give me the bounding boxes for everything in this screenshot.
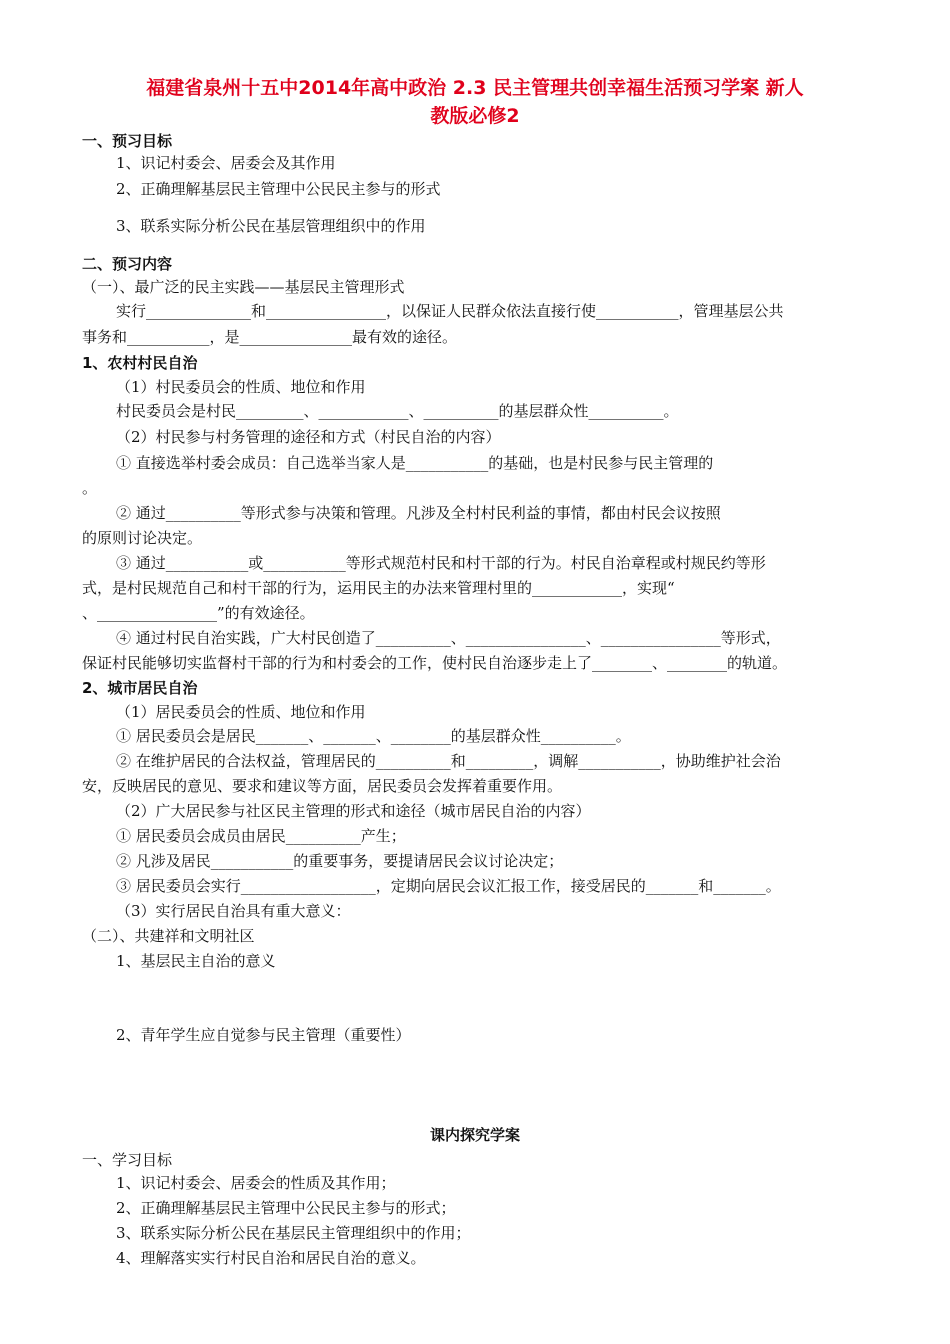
text-line: ① 居民委员会是居民_______、_______、________的基层群众性__________。 xyxy=(116,727,631,745)
text-line: ④ 通过村民自治实践，广大村民创造了__________、________________、________________等形式， xyxy=(116,629,781,647)
section-heading: 课内探究学案 xyxy=(429,1126,520,1144)
text-line: 1、识记村委会、居委会的性质及其作用； xyxy=(116,1174,396,1192)
text-line: 2、正确理解基层民主管理中公民民主参与的形式； xyxy=(116,1199,456,1217)
document-title-line-2: 教版必修2 xyxy=(430,105,520,127)
text-line: 2、青年学生应自觉参与民主管理（重要性） xyxy=(116,1026,411,1044)
text-line: （3）实行居民自治具有重大意义： xyxy=(116,902,351,920)
text-line: 保证村民能够切实监督村干部的行为和村委会的工作，使村民自治逐步走上了________、________的轨道。 xyxy=(82,654,788,672)
text-line: ② 通过__________等形式参与决策和管理。凡涉及全村村民利益的事情，都由村民会议按照 xyxy=(116,504,721,522)
text-line: 式，是村民规范自己和村干部的行为，运用民主的办法来管理村里的____________，实现“ xyxy=(82,579,675,597)
text-line: 2、正确理解基层民主管理中公民民主参与的形式 xyxy=(116,180,441,198)
text-line: 一、预习目标 xyxy=(82,132,173,150)
text-line: （二）、共建祥和文明社区 xyxy=(82,927,255,945)
text-line: ① 直接选举村委会成员：自己选举当家人是___________的基础，也是村民参与民主管理的 xyxy=(116,454,714,472)
text-line: 1、基层民主自治的意义 xyxy=(116,952,276,970)
text-line: （2）广大居民参与社区民主管理的形式和途径（城市居民自治的内容） xyxy=(116,802,591,820)
text-line: 2、城市居民自治 xyxy=(82,679,198,697)
text-line: （1）居民委员会的性质、地位和作用 xyxy=(116,703,366,721)
text-line: （1）村民委员会的性质、地位和作用 xyxy=(116,378,366,396)
text-line: ② 在维护居民的合法权益，管理居民的__________和_________，调解___________，协助维护社会治 xyxy=(116,752,781,770)
text-line: 3、联系实际分析公民在基层管理组织中的作用 xyxy=(116,217,426,235)
text-line: 的原则讨论决定。 xyxy=(82,529,203,547)
text-line: 安，反映居民的意见、要求和建议等方面，居民委员会发挥着重要作用。 xyxy=(82,777,563,795)
text-line: 1、农村村民自治 xyxy=(82,354,198,372)
text-line: 4、理解落实实行村民自治和居民自治的意义。 xyxy=(116,1249,426,1267)
text-line: 一、学习目标 xyxy=(82,1151,173,1169)
text-line: ① 居民委员会成员由居民__________产生； xyxy=(116,827,406,845)
text-line: 实行______________和________________，以保证人民群众依法直接行使___________，管理基层公共 xyxy=(116,302,784,320)
text-line: 二、预习内容 xyxy=(82,255,173,273)
text-line: 3、联系实际分析公民在基层民主管理组织中的作用； xyxy=(116,1224,471,1242)
text-line: （一）、最广泛的民主实践——基层民主管理形式 xyxy=(82,278,405,296)
text-line: ③ 居民委员会实行__________________，定期向居民会议汇报工作，接受居民的_______和_______。 xyxy=(116,877,781,895)
document-title-line-1: 福建省泉州十五中2014年高中政治 2.3 民主管理共创幸福生活预习学案 新人 xyxy=(146,77,804,99)
text-line: ③ 通过___________或___________等形式规范村民和村干部的行为。村民自治章程或村规民约等形 xyxy=(116,554,766,572)
text-line: 1、识记村委会、居委会及其作用 xyxy=(116,154,336,172)
text-line: 事务和___________，是_______________最有效的途径。 xyxy=(82,328,458,346)
text-line: 、________________”的有效途径。 xyxy=(82,604,315,622)
text-line: ② 凡涉及居民___________的重要事务，要提请居民会议讨论决定； xyxy=(116,852,564,870)
text-line: 村民委员会是村民_________、____________、__________的基层群众性__________。 xyxy=(116,402,679,420)
text-line: （2）村民参与村务管理的途径和方式（村民自治的内容） xyxy=(116,428,501,446)
text-line: 。 xyxy=(82,479,98,497)
